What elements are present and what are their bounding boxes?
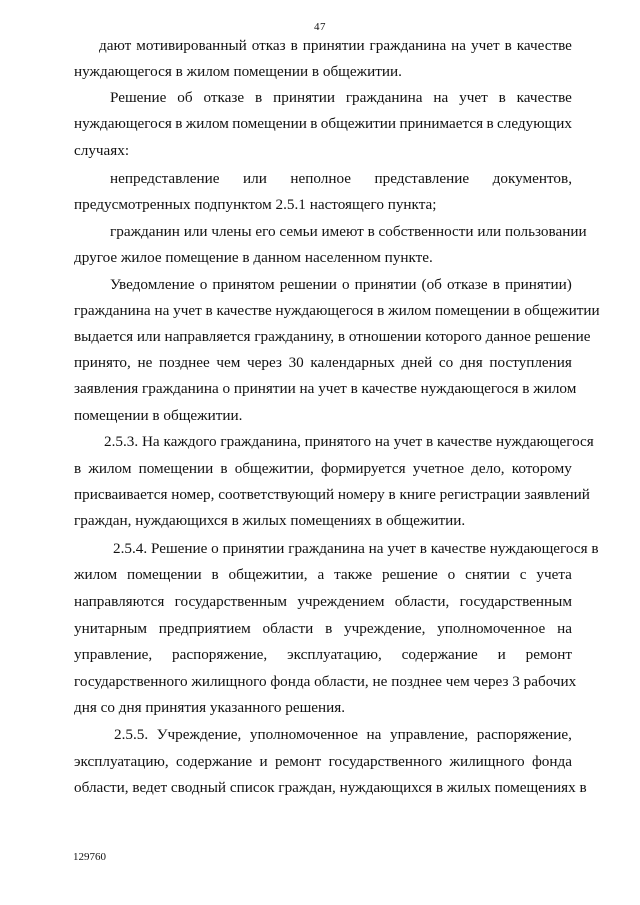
text-line-24: управление, распоряжение, эксплуатацию, содержание и ремонт (74, 646, 572, 663)
text-line-7: предусмотренных подпунктом 2.5.1 настоящего пункта; (74, 196, 437, 213)
page-number: 47 (314, 21, 326, 33)
text-line-11: гражданина на учет в качестве нуждающегося в жилом помещении в общежитии (74, 302, 600, 319)
text-line-20: 2.5.4. Решение о принятии гражданина на учет в качестве нуждающегося в (113, 540, 599, 557)
text-line-21: жилом помещении в общежитии, а также решение о снятии с учета (74, 566, 572, 583)
text-line-28: эксплуатацию, содержание и ремонт государственного жилищного фонда (74, 753, 572, 770)
text-line-5: случаях: (74, 142, 130, 159)
text-line-18: присваивается номер, соответствующий номеру в книге регистрации заявлений (74, 486, 590, 503)
text-line-4: нуждающегося в жилом помещении в общежитии принимается в следующих (74, 115, 572, 132)
text-line-17: в жилом помещении в общежитии, формируется учетное дело, которому (74, 460, 572, 477)
text-line-26: дня со дня принятия указанного решения. (74, 699, 346, 716)
text-line-22: направляются государственным учреждением области, государственным (74, 593, 572, 610)
text-line-14: заявления гражданина о принятии на учет в качестве нуждающегося в жилом (74, 380, 577, 397)
text-line-8: гражданин или члены его семьи имеют в собственности или пользовании (110, 223, 587, 240)
text-line-15: помещении в общежитии. (74, 407, 243, 424)
text-line-2: нуждающегося в жилом помещении в общежитии. (74, 63, 402, 80)
text-line-29: области, ведет сводный список граждан, нуждающихся в жилых помещениях в (74, 779, 587, 796)
text-line-13: принято, не позднее чем через 30 календарных дней со дня поступления (74, 354, 572, 371)
text-line-9: другое жилое помещение в данном населенном пункте. (74, 249, 433, 266)
text-line-25: государственного жилищного фонда области, не позднее чем через 3 рабочих (74, 673, 577, 690)
text-line-6: непредставление или неполное представление документов, (110, 170, 572, 187)
text-line-3: Решение об отказе в принятии гражданина на учет в качестве (110, 89, 572, 106)
text-line-12: выдается или направляется гражданину, в отношении которого данное решение (74, 328, 591, 345)
text-line-16: 2.5.3. На каждого гражданина, принятого на учет в качестве нуждающегося (104, 433, 594, 450)
text-line-10: Уведомление о принятом решении о принятии (об отказе в принятии) (110, 276, 572, 293)
text-line-19: граждан, нуждающихся в жилых помещениях в общежитии. (74, 512, 466, 529)
footer-document-code: 129760 (73, 851, 106, 863)
text-line-1: дают мотивированный отказ в принятии гражданина на учет в качестве (99, 37, 572, 54)
text-line-23: унитарным предприятием области в учреждение, уполномоченное на (74, 620, 572, 637)
text-line-27: 2.5.5. Учреждение, уполномоченное на управление, распоряжение, (114, 726, 572, 743)
